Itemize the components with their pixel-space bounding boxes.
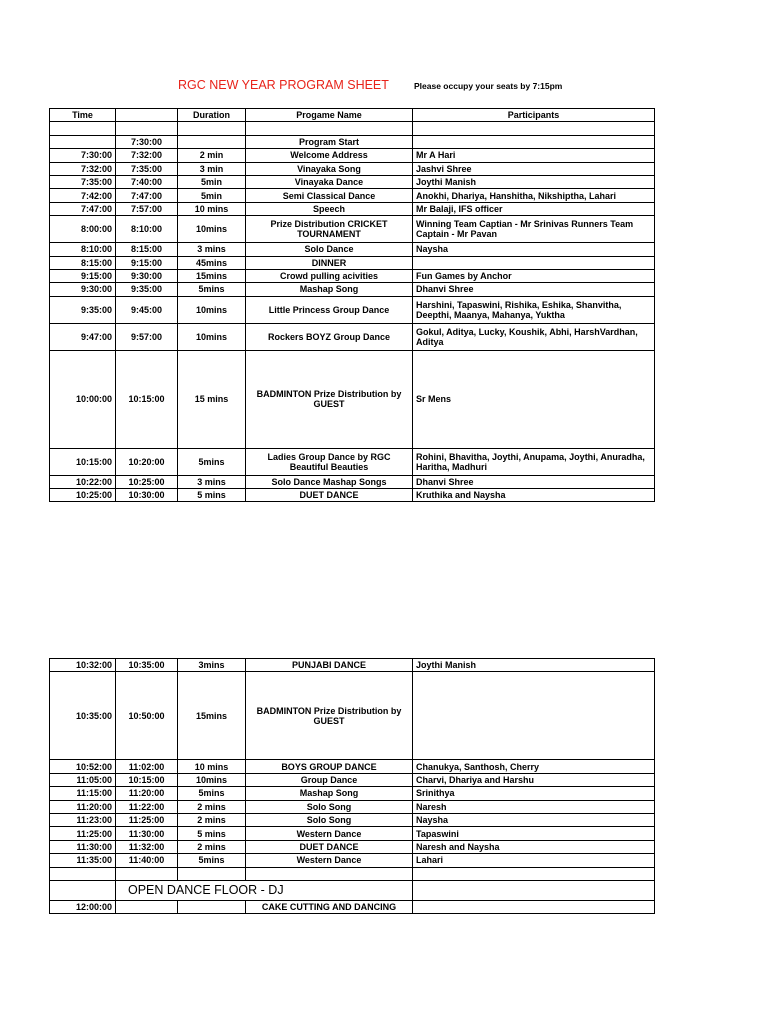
end-time-cell: 7:40:00: [116, 175, 178, 188]
program-name-cell: Vinayaka Dance: [246, 175, 413, 188]
program-name-cell: [246, 867, 413, 880]
participants-cell: Gokul, Aditya, Lucky, Koushik, Abhi, HarshVardhan, Aditya: [413, 323, 655, 350]
end-time-cell: 11:20:00: [116, 787, 178, 800]
start-time-cell: 8:15:00: [50, 256, 116, 269]
duration-cell: 2 mins: [178, 840, 246, 853]
participants-cell: Dhanvi Shree: [413, 475, 655, 488]
start-time-cell: [50, 135, 116, 148]
program-name-cell: Solo Dance Mashap Songs: [246, 475, 413, 488]
column-header-end-time: [116, 109, 178, 122]
end-time-cell: 9:15:00: [116, 256, 178, 269]
table-row: [50, 243, 655, 256]
participants-cell: Mr A Hari: [413, 149, 655, 162]
program-name-cell: Mashap Song: [246, 283, 413, 296]
start-time-cell: 11:35:00: [50, 854, 116, 867]
start-time-cell: 10:00:00: [50, 350, 116, 448]
program-name-cell: PUNJABI DANCE: [246, 659, 413, 672]
end-time-cell: 11:32:00: [116, 840, 178, 853]
start-time-cell: [50, 867, 116, 880]
table-row: [50, 787, 655, 800]
end-time-cell: [116, 900, 178, 913]
end-time-cell: 11:25:00: [116, 813, 178, 826]
start-time-cell: 7:42:00: [50, 189, 116, 202]
start-time-cell: 10:25:00: [50, 489, 116, 502]
program-name-cell: BADMINTON Prize Distribution by GUEST: [246, 350, 413, 448]
duration-cell: [178, 867, 246, 880]
end-time-cell: 11:40:00: [116, 854, 178, 867]
table-row: [50, 175, 655, 188]
start-time-cell: 7:35:00: [50, 175, 116, 188]
program-name-cell: Prize Distribution CRICKET TOURNAMENT: [246, 216, 413, 243]
duration-cell: [178, 135, 246, 148]
start-time-cell: 11:30:00: [50, 840, 116, 853]
start-time-cell: 12:00:00: [50, 900, 116, 913]
table-row: [50, 189, 655, 202]
table-row: [50, 900, 655, 913]
duration-cell: 15mins: [178, 269, 246, 282]
duration-cell: 5 mins: [178, 489, 246, 502]
duration-cell: 10mins: [178, 323, 246, 350]
end-time-cell: [116, 122, 178, 135]
participants-cell: [413, 672, 655, 760]
program-name-cell: BADMINTON Prize Distribution by GUEST: [246, 672, 413, 760]
start-time-cell: 9:47:00: [50, 323, 116, 350]
start-time-cell: 8:10:00: [50, 243, 116, 256]
participants-cell: [413, 256, 655, 269]
table-row: [50, 202, 655, 215]
participants-cell: Dhanvi Shree: [413, 283, 655, 296]
table-row: [50, 773, 655, 786]
start-time-cell: 11:15:00: [50, 787, 116, 800]
end-time-cell: 8:15:00: [116, 243, 178, 256]
column-header-program-name: Progame Name: [246, 109, 413, 122]
duration-cell: 3 mins: [178, 475, 246, 488]
start-time-cell: 11:05:00: [50, 773, 116, 786]
duration-cell: 15mins: [178, 672, 246, 760]
duration-cell: 2 min: [178, 149, 246, 162]
start-time-cell: 7:30:00: [50, 149, 116, 162]
start-time-cell: 9:30:00: [50, 283, 116, 296]
table-row: [50, 162, 655, 175]
duration-cell: 15 mins: [178, 350, 246, 448]
column-header-participants: Participants: [413, 109, 655, 122]
program-name-cell: Western Dance: [246, 854, 413, 867]
program-name-cell: Welcome Address: [246, 149, 413, 162]
table-row: [50, 840, 655, 853]
participants-cell: Naresh: [413, 800, 655, 813]
duration-cell: 5mins: [178, 854, 246, 867]
table-row: [50, 760, 655, 773]
program-name-cell: Solo Dance: [246, 243, 413, 256]
table-row: [50, 827, 655, 840]
participants-cell: Fun Games by Anchor: [413, 269, 655, 282]
duration-cell: 3mins: [178, 659, 246, 672]
program-name-cell: Mashap Song: [246, 787, 413, 800]
start-time-cell: 7:32:00: [50, 162, 116, 175]
end-time-cell: 10:25:00: [116, 475, 178, 488]
program-name-cell: Group Dance: [246, 773, 413, 786]
duration-cell: 5mins: [178, 448, 246, 475]
duration-cell: [178, 900, 246, 913]
participants-cell: Lahari: [413, 854, 655, 867]
program-name-cell: Vinayaka Song: [246, 162, 413, 175]
participants-cell: Anokhi, Dhariya, Hanshitha, Nikshiptha, Lahari: [413, 189, 655, 202]
program-name-cell: Semi Classical Dance: [246, 189, 413, 202]
participants-cell: [413, 122, 655, 135]
table-row: [50, 216, 655, 243]
table-row: [50, 867, 655, 880]
program-name-cell: Speech: [246, 202, 413, 215]
end-time-cell: 8:10:00: [116, 216, 178, 243]
program-name-cell: Western Dance: [246, 827, 413, 840]
end-time-cell: 9:35:00: [116, 283, 178, 296]
table-row: [50, 854, 655, 867]
participants-cell: Joythi Manish: [413, 175, 655, 188]
participants-cell: Kruthika and Naysha: [413, 489, 655, 502]
duration-cell: 2 mins: [178, 813, 246, 826]
end-time-cell: 7:30:00: [116, 135, 178, 148]
column-header-time: Time: [50, 109, 116, 122]
duration-cell: 5min: [178, 175, 246, 188]
participants-cell: Srinithya: [413, 787, 655, 800]
end-time-cell: 10:50:00: [116, 672, 178, 760]
column-header-duration: Duration: [178, 109, 246, 122]
participants-cell: Charvi, Dhariya and Harshu: [413, 773, 655, 786]
participants-cell: Mr Balaji, IFS officer: [413, 202, 655, 215]
program-name-cell: Crowd pulling acivities: [246, 269, 413, 282]
participants-cell: Naresh and Naysha: [413, 840, 655, 853]
table-row: [50, 149, 655, 162]
duration-cell: 10 mins: [178, 202, 246, 215]
participants-cell: Harshini, Tapaswini, Rishika, Eshika, Shanvitha, Deepthi, Maanya, Mahanya, Yuktha: [413, 296, 655, 323]
start-time-cell: 8:00:00: [50, 216, 116, 243]
table-row: [50, 475, 655, 488]
table-row: [50, 800, 655, 813]
program-name-cell: Solo Song: [246, 813, 413, 826]
start-time-cell: 10:52:00: [50, 760, 116, 773]
participants-cell: [413, 135, 655, 148]
participants-cell: Naysha: [413, 813, 655, 826]
end-time-cell: 10:30:00: [116, 489, 178, 502]
start-time-cell: 10:32:00: [50, 659, 116, 672]
start-time-cell: 9:35:00: [50, 296, 116, 323]
table-row: [50, 659, 655, 672]
duration-cell: 45mins: [178, 256, 246, 269]
table-row: [50, 283, 655, 296]
end-time-cell: 10:15:00: [116, 350, 178, 448]
participants-cell: [413, 880, 655, 900]
start-time-cell: 10:22:00: [50, 475, 116, 488]
duration-cell: 10mins: [178, 773, 246, 786]
duration-cell: [178, 122, 246, 135]
end-time-cell: 10:35:00: [116, 659, 178, 672]
table-row: [50, 323, 655, 350]
participants-cell: [413, 900, 655, 913]
end-time-cell: 7:57:00: [116, 202, 178, 215]
duration-cell: 10 mins: [178, 760, 246, 773]
end-time-cell: 11:02:00: [116, 760, 178, 773]
participants-cell: Naysha: [413, 243, 655, 256]
header-row: [50, 109, 655, 122]
start-time-cell: 9:15:00: [50, 269, 116, 282]
table-row: [50, 880, 655, 900]
program-name-cell: CAKE CUTTING AND DANCING: [246, 900, 413, 913]
participants-cell: Chanukya, Santhosh, Cherry: [413, 760, 655, 773]
end-time-cell: 11:30:00: [116, 827, 178, 840]
start-time-cell: 11:20:00: [50, 800, 116, 813]
table-row: [50, 672, 655, 760]
seating-note: Please occupy your seats by 7:15pm: [414, 81, 563, 91]
table-row: [50, 489, 655, 502]
end-time-cell: 9:57:00: [116, 323, 178, 350]
program-name-cell: Rockers BOYZ Group Dance: [246, 323, 413, 350]
end-time-cell: 10:20:00: [116, 448, 178, 475]
table-row: [50, 122, 655, 135]
program-table-2: [49, 658, 655, 914]
table-row: [50, 813, 655, 826]
open-dance-floor-label: OPEN DANCE FLOOR - DJ: [116, 880, 413, 900]
end-time-cell: 10:15:00: [116, 773, 178, 786]
start-time-cell: 7:47:00: [50, 202, 116, 215]
program-table-1: [49, 108, 655, 502]
start-time-cell: [50, 880, 116, 900]
start-time-cell: 11:23:00: [50, 813, 116, 826]
table-row: [50, 350, 655, 448]
table-row: [50, 448, 655, 475]
table-row: [50, 296, 655, 323]
start-time-cell: 10:15:00: [50, 448, 116, 475]
end-time-cell: 7:32:00: [116, 149, 178, 162]
duration-cell: 5min: [178, 189, 246, 202]
participants-cell: Joythi Manish: [413, 659, 655, 672]
program-name-cell: DUET DANCE: [246, 840, 413, 853]
duration-cell: 3 mins: [178, 243, 246, 256]
start-time-cell: [50, 122, 116, 135]
program-title: RGC NEW YEAR PROGRAM SHEET: [178, 78, 389, 92]
duration-cell: 10mins: [178, 216, 246, 243]
program-name-cell: DINNER: [246, 256, 413, 269]
start-time-cell: 11:25:00: [50, 827, 116, 840]
end-time-cell: 9:45:00: [116, 296, 178, 323]
duration-cell: 5 mins: [178, 827, 246, 840]
duration-cell: 5mins: [178, 787, 246, 800]
end-time-cell: 7:47:00: [116, 189, 178, 202]
participants-cell: Tapaswini: [413, 827, 655, 840]
table-row: [50, 269, 655, 282]
program-name-cell: DUET DANCE: [246, 489, 413, 502]
end-time-cell: [116, 867, 178, 880]
program-name-cell: [246, 122, 413, 135]
end-time-cell: 7:35:00: [116, 162, 178, 175]
program-name-cell: BOYS GROUP DANCE: [246, 760, 413, 773]
duration-cell: 2 mins: [178, 800, 246, 813]
participants-cell: Sr Mens: [413, 350, 655, 448]
duration-cell: 10mins: [178, 296, 246, 323]
end-time-cell: 9:30:00: [116, 269, 178, 282]
participants-cell: [413, 867, 655, 880]
program-name-cell: Program Start: [246, 135, 413, 148]
program-name-cell: Ladies Group Dance by RGC Beautiful Beauties: [246, 448, 413, 475]
participants-cell: Winning Team Captian - Mr Srinivas Runners Team Captain - Mr Pavan: [413, 216, 655, 243]
participants-cell: Jashvi Shree: [413, 162, 655, 175]
table-row: [50, 256, 655, 269]
duration-cell: 5mins: [178, 283, 246, 296]
participants-cell: Rohini, Bhavitha, Joythi, Anupama, Joythi, Anuradha, Haritha, Madhuri: [413, 448, 655, 475]
duration-cell: 3 min: [178, 162, 246, 175]
end-time-cell: 11:22:00: [116, 800, 178, 813]
start-time-cell: 10:35:00: [50, 672, 116, 760]
program-name-cell: Little Princess Group Dance: [246, 296, 413, 323]
program-name-cell: Solo Song: [246, 800, 413, 813]
table-row: [50, 135, 655, 148]
